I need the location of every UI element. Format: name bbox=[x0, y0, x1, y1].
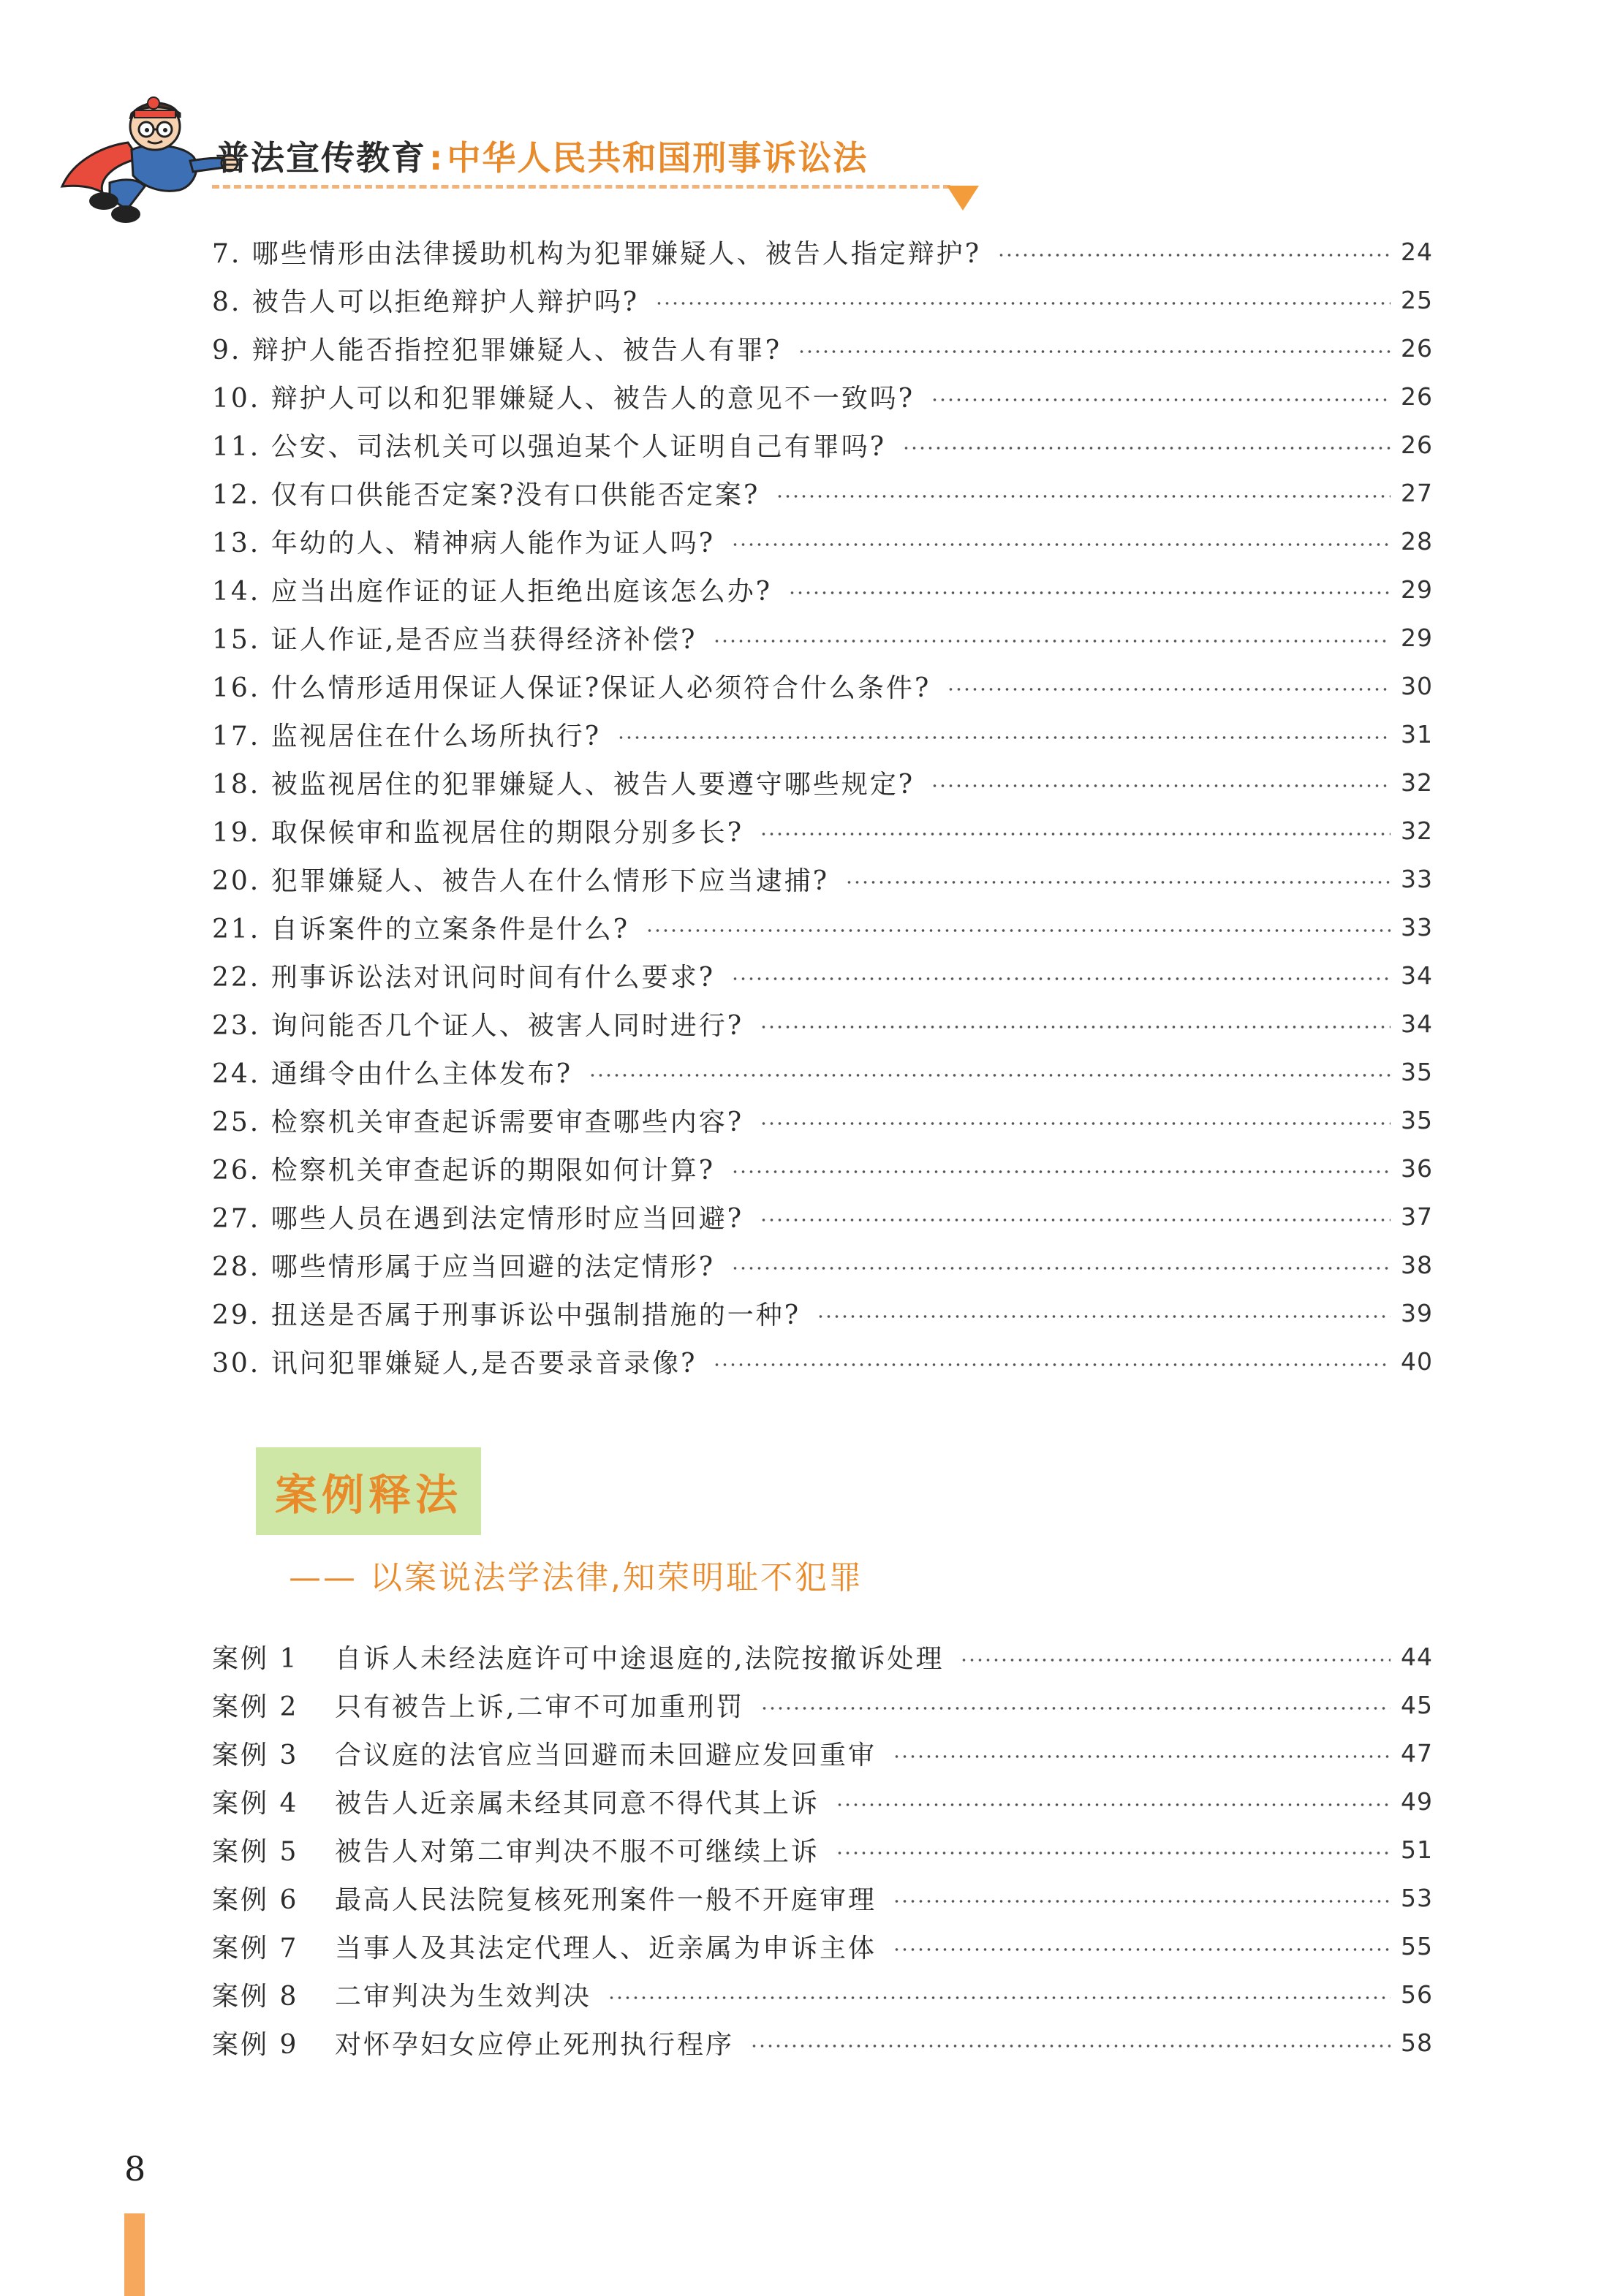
toc-item[interactable] bbox=[212, 806, 1433, 855]
dot-leader bbox=[817, 1315, 1391, 1318]
dot-leader bbox=[731, 543, 1391, 546]
toc-item-page: 29 bbox=[1401, 575, 1433, 604]
dot-leader bbox=[788, 591, 1391, 594]
case-item-prefix: 案例 7 bbox=[212, 1933, 299, 1963]
toc-item[interactable] bbox=[212, 1240, 1433, 1289]
toc-item-label: 10. 辩护人可以和犯罪嫌疑人、被告人的意见不一致吗? bbox=[212, 383, 915, 414]
case-item-title: 被告人对第二审判决不服不可继续上诉 bbox=[335, 1836, 820, 1867]
toc-item-label: 24. 通缉令由什么主体发布? bbox=[212, 1058, 572, 1089]
dot-leader bbox=[845, 881, 1391, 884]
case-item[interactable] bbox=[212, 1681, 1433, 1729]
case-item[interactable] bbox=[212, 1970, 1433, 2018]
dot-leader bbox=[776, 495, 1391, 498]
dot-leader bbox=[589, 1074, 1391, 1077]
dot-leader bbox=[893, 1755, 1391, 1758]
case-item[interactable] bbox=[212, 1777, 1433, 1825]
case-item-prefix: 案例 9 bbox=[212, 2029, 299, 2060]
toc-item-page: 35 bbox=[1401, 1105, 1433, 1134]
dot-leader bbox=[655, 302, 1391, 305]
dot-leader bbox=[731, 1267, 1391, 1270]
case-item-page: 51 bbox=[1401, 1835, 1433, 1864]
toc-item[interactable] bbox=[212, 420, 1433, 469]
dot-leader bbox=[760, 1122, 1391, 1125]
case-item[interactable] bbox=[212, 1825, 1433, 1873]
case-item-title: 当事人及其法定代理人、近亲属为申诉主体 bbox=[335, 1933, 877, 1963]
case-item-prefix: 案例 1 bbox=[212, 1643, 299, 1674]
case-item-title: 只有被告上诉,二审不可加重刑罚 bbox=[335, 1691, 745, 1722]
case-item-label bbox=[212, 1686, 744, 1724]
toc-item-label: 13. 年幼的人、精神病人能作为证人吗? bbox=[212, 528, 715, 558]
toc-item[interactable] bbox=[212, 999, 1433, 1047]
toc-item-label: 8. 被告人可以拒绝辩护人辩护吗? bbox=[212, 287, 640, 317]
header-title bbox=[216, 132, 868, 180]
case-item-prefix: 案例 6 bbox=[212, 1884, 299, 1915]
dot-leader bbox=[997, 254, 1391, 257]
dot-leader bbox=[760, 833, 1391, 836]
toc-item-label: 19. 取保候审和监视居住的期限分别多长? bbox=[212, 817, 744, 848]
toc-item[interactable] bbox=[212, 227, 1433, 276]
dot-leader bbox=[893, 1900, 1391, 1903]
toc-item-label: 17. 监视居住在什么场所执行? bbox=[212, 721, 601, 751]
dot-leader bbox=[617, 736, 1391, 739]
case-item[interactable] bbox=[212, 1922, 1433, 1970]
section-title: 案例释法 bbox=[274, 1470, 462, 1520]
dot-leader bbox=[893, 1948, 1391, 1951]
dot-leader bbox=[760, 1707, 1391, 1710]
case-item[interactable] bbox=[212, 1873, 1433, 1922]
toc-item-page: 29 bbox=[1401, 623, 1433, 652]
toc-item-label: 9. 辩护人能否指控犯罪嫌疑人、被告人有罪? bbox=[212, 335, 782, 365]
dot-leader bbox=[608, 1996, 1391, 1999]
section-heading-box bbox=[256, 1447, 481, 1535]
case-item-label bbox=[212, 1735, 877, 1772]
case-item-title: 自诉人未经法庭许可中途退庭的,法院按撤诉处理 bbox=[335, 1643, 945, 1674]
case-item-label bbox=[212, 1831, 820, 1868]
case-item[interactable] bbox=[212, 1729, 1433, 1777]
case-item-label bbox=[212, 2024, 734, 2061]
dot-leader bbox=[760, 1026, 1391, 1028]
toc-item-label: 11. 公安、司法机关可以强迫某个人证明自己有罪吗? bbox=[212, 431, 886, 462]
toc-item-page: 33 bbox=[1401, 912, 1433, 941]
toc-item[interactable] bbox=[212, 855, 1433, 903]
toc-item[interactable] bbox=[212, 758, 1433, 806]
toc-item-page: 26 bbox=[1401, 430, 1433, 459]
case-item-prefix: 案例 2 bbox=[212, 1691, 299, 1722]
case-item-prefix: 案例 8 bbox=[212, 1981, 299, 2012]
toc-item-label: 27. 哪些人员在遇到法定情形时应当回避? bbox=[212, 1203, 744, 1234]
case-item-label bbox=[212, 1879, 877, 1917]
toc-item[interactable] bbox=[212, 517, 1433, 565]
dot-leader bbox=[646, 929, 1391, 932]
dot-leader bbox=[713, 1363, 1391, 1366]
toc-item-label: 22. 刑事诉讼法对讯问时间有什么要求? bbox=[212, 962, 715, 993]
dot-leader bbox=[713, 640, 1391, 643]
toc-item-page: 39 bbox=[1401, 1298, 1433, 1327]
toc-item[interactable] bbox=[212, 710, 1433, 758]
dot-leader bbox=[836, 1803, 1391, 1806]
dot-leader bbox=[731, 1170, 1391, 1173]
toc-item-label: 18. 被监视居住的犯罪嫌疑人、被告人要遵守哪些规定? bbox=[212, 769, 915, 800]
case-item-page: 44 bbox=[1401, 1642, 1433, 1671]
toc-item-page: 24 bbox=[1401, 237, 1433, 266]
toc-item-page: 34 bbox=[1401, 961, 1433, 990]
case-item-label bbox=[212, 1928, 877, 1965]
toc-item-page: 32 bbox=[1401, 816, 1433, 845]
case-item-label bbox=[212, 1783, 820, 1820]
toc-item[interactable] bbox=[212, 1192, 1433, 1240]
toc-item[interactable] bbox=[212, 372, 1433, 420]
toc-item-page: 30 bbox=[1401, 671, 1433, 700]
toc-item[interactable] bbox=[212, 662, 1433, 710]
toc-item[interactable] bbox=[212, 1144, 1433, 1192]
toc-item[interactable] bbox=[212, 1047, 1433, 1096]
dot-leader bbox=[760, 1219, 1391, 1221]
toc-item-label: 29. 扭送是否属于刑事诉讼中强制措施的一种? bbox=[212, 1300, 801, 1330]
case-item-page: 47 bbox=[1401, 1738, 1433, 1768]
toc-item-page: 31 bbox=[1401, 719, 1433, 749]
dot-leader bbox=[750, 2045, 1391, 2047]
toc-item-label: 30. 讯问犯罪嫌疑人,是否要录音录像? bbox=[212, 1348, 697, 1379]
toc-item-label: 20. 犯罪嫌疑人、被告人在什么情形下应当逮捕? bbox=[212, 865, 829, 896]
toc-item-page: 32 bbox=[1401, 768, 1433, 797]
toc-item-page: 26 bbox=[1401, 333, 1433, 363]
toc-item[interactable] bbox=[212, 1289, 1433, 1337]
section-subtitle: —— 以案说法学法律,知荣明耻不犯罪 bbox=[289, 1559, 863, 1596]
header-title-main: 普法宣传教育 bbox=[216, 138, 426, 178]
toc-item-label: 25. 检察机关审查起诉需要审查哪些内容? bbox=[212, 1107, 744, 1137]
case-item-page: 49 bbox=[1401, 1787, 1433, 1816]
toc-item[interactable] bbox=[212, 903, 1433, 951]
dot-leader bbox=[947, 688, 1391, 691]
toc-item-page: 28 bbox=[1401, 526, 1433, 556]
toc-item[interactable] bbox=[212, 1096, 1433, 1144]
case-item-page: 53 bbox=[1401, 1883, 1433, 1912]
toc-item-page: 35 bbox=[1401, 1057, 1433, 1086]
toc-item-page: 33 bbox=[1401, 864, 1433, 893]
toc-item[interactable] bbox=[212, 469, 1433, 517]
toc-item[interactable] bbox=[212, 613, 1433, 662]
toc-item-page: 27 bbox=[1401, 478, 1433, 507]
case-item-title: 对怀孕妇女应停止死刑执行程序 bbox=[335, 2029, 735, 2060]
toc-item-page: 38 bbox=[1401, 1250, 1433, 1279]
header-title-separator: : bbox=[429, 138, 444, 178]
toc-item-page: 25 bbox=[1401, 285, 1433, 314]
dot-leader bbox=[836, 1852, 1391, 1854]
case-item-page: 58 bbox=[1401, 2028, 1433, 2057]
toc-item-page: 40 bbox=[1401, 1346, 1433, 1376]
dot-leader bbox=[931, 398, 1391, 401]
toc-item-page: 36 bbox=[1401, 1153, 1433, 1183]
case-item-title: 二审判决为生效判决 bbox=[335, 1981, 592, 2012]
page-header bbox=[0, 0, 1623, 241]
dot-leader bbox=[960, 1659, 1391, 1662]
case-item-title: 被告人近亲属未经其同意不得代其上诉 bbox=[335, 1788, 820, 1819]
toc-item-label: 15. 证人作证,是否应当获得经济补偿? bbox=[212, 624, 697, 655]
toc-item-label: 16. 什么情形适用保证人保证?保证人必须符合什么条件? bbox=[212, 672, 931, 703]
case-item[interactable] bbox=[212, 2018, 1433, 2066]
case-item[interactable] bbox=[212, 1632, 1433, 1681]
toc-item-page: 34 bbox=[1401, 1009, 1433, 1038]
case-item-prefix: 案例 4 bbox=[212, 1788, 299, 1819]
dot-leader bbox=[798, 350, 1391, 353]
case-item-page: 55 bbox=[1401, 1931, 1433, 1960]
header-dotted-divider bbox=[212, 185, 950, 189]
case-item-page: 56 bbox=[1401, 1979, 1433, 2009]
toc-item[interactable] bbox=[212, 951, 1433, 999]
toc-item[interactable] bbox=[212, 565, 1433, 613]
toc-item-label: 12. 仅有口供能否定案?没有口供能否定案? bbox=[212, 480, 760, 510]
toc-item-label: 21. 自诉案件的立案条件是什么? bbox=[212, 914, 629, 944]
case-item-title: 最高人民法院复核死刑案件一般不开庭审理 bbox=[335, 1884, 877, 1915]
toc-item[interactable] bbox=[212, 276, 1433, 324]
toc-item-label: 28. 哪些情形属于应当回避的法定情形? bbox=[212, 1251, 715, 1282]
case-item-prefix: 案例 5 bbox=[212, 1836, 299, 1867]
header-title-sub: 中华人民共和国刑事诉讼法 bbox=[447, 138, 869, 178]
toc-item[interactable] bbox=[212, 1337, 1433, 1385]
page-number: 8 bbox=[124, 2149, 146, 2189]
dot-leader bbox=[731, 977, 1391, 980]
toc-item[interactable] bbox=[212, 324, 1433, 372]
toc-item-page: 26 bbox=[1401, 382, 1433, 411]
toc-item-label: 14. 应当出庭作证的证人拒绝出庭该怎么办? bbox=[212, 576, 772, 607]
toc-item-label: 7. 哪些情形由法律援助机构为犯罪嫌疑人、被告人指定辩护? bbox=[212, 238, 982, 269]
toc-item-label: 26. 检察机关审查起诉的期限如何计算? bbox=[212, 1155, 715, 1186]
dot-leader bbox=[902, 447, 1391, 450]
toc-item-page: 37 bbox=[1401, 1202, 1433, 1231]
toc-item-label: 23. 询问能否几个证人、被害人同时进行? bbox=[212, 1010, 744, 1041]
case-item-title: 合议庭的法官应当回避而未回避应发回重审 bbox=[335, 1740, 877, 1770]
case-item-page: 45 bbox=[1401, 1690, 1433, 1719]
case-item-label bbox=[212, 1976, 591, 2013]
case-item-label bbox=[212, 1638, 944, 1675]
triangle-marker-icon bbox=[947, 186, 979, 211]
dot-leader bbox=[931, 784, 1391, 787]
footer-accent-bar bbox=[124, 2213, 145, 2296]
case-item-prefix: 案例 3 bbox=[212, 1740, 299, 1770]
